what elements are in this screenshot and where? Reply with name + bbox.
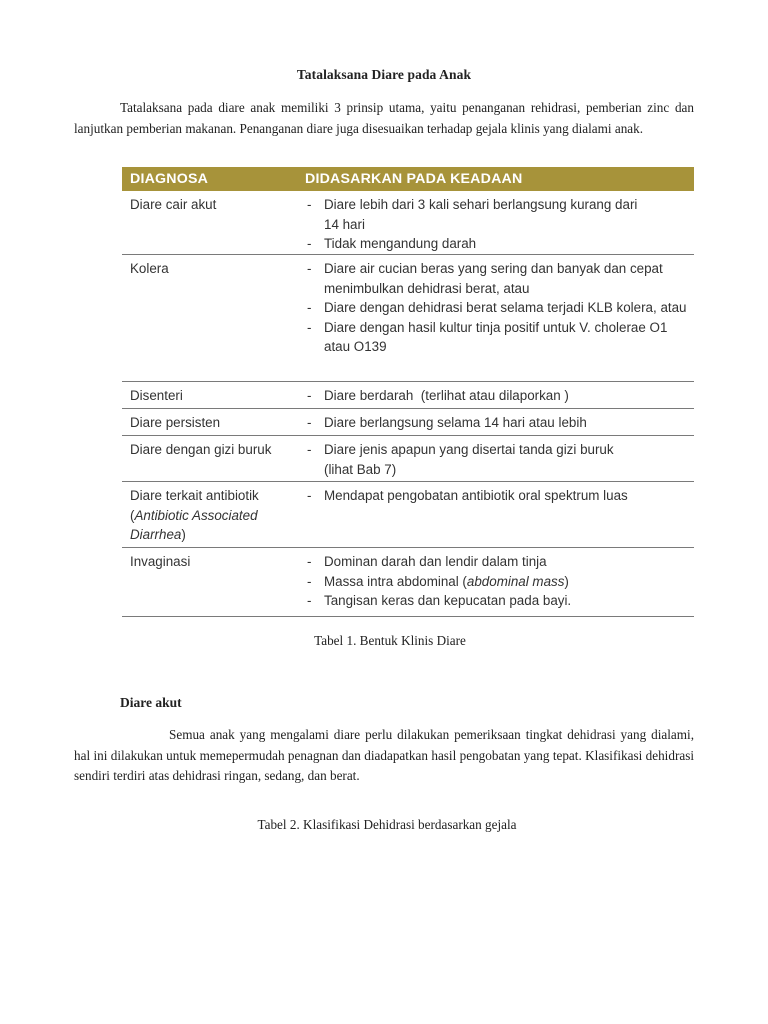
criteria-text: Massa intra abdominal ( [324, 573, 467, 589]
criteria-item: - Diare berlangsung selama 14 hari atau lebih [305, 413, 694, 433]
criteria-item: - Diare dengan hasil kultur tinja positif untuk V. cholerae O1 atau O139 [305, 318, 694, 357]
diagnosis-note-italic: Antibiotic Associated Diarrhea [130, 507, 258, 543]
row-diagnosis [122, 482, 305, 547]
table1-caption: Tabel 1. Bentuk Klinis Diare [314, 633, 466, 648]
criteria-item [305, 572, 694, 592]
table2-caption: Tabel 2. Klasifikasi Dehidrasi berdasarkan gejala [257, 817, 517, 832]
acute-paragraph: Semua anak yang mengalami diare perlu dilakukan pemeriksaan tingkat dehidrasi yang dialami, hal ini dilakukan untuk memepermudah penagnan dan diadapatkan hasil pengobatan yang tepat. Klasifikasi dehidrasi sendiri terdiri atas dehidrasi ringan, sedang, dan berat. [74, 727, 694, 783]
criteria-item: - Diare air cucian beras yang sering dan banyak dan cepat menimbulkan dehidrasi berat, atau [305, 259, 694, 298]
table-header [122, 167, 694, 191]
criteria-item: - Tangisan keras dan kepucatan pada bayi. [305, 591, 694, 611]
criteria-item: - Diare berdarah (terlihat atau dilaporkan ) [305, 386, 694, 406]
intro-paragraph: Tatalaksana pada diare anak memiliki 3 prinsip utama, yaitu penanganan rehidrasi, pemberian zinc dan lanjutkan pemberian makanan. Penanganan diare juga disesuaikan terhadap gejala klinis yang dialami anak. [74, 100, 694, 136]
table-row [122, 191, 694, 255]
header-diagnosis: DIAGNOSA [130, 171, 209, 187]
criteria-item: - Mendapat pengobatan antibiotik oral spektrum luas [305, 486, 694, 506]
table-row [122, 548, 694, 617]
diagnosis-note-open: ( [130, 507, 135, 523]
criteria-item: - Tidak mengandung darah [305, 234, 694, 254]
criteria-item: - Dominan darah dan lendir dalam tinja [305, 552, 694, 572]
header-criteria: DIDASARKAN PADA KEADAAN [305, 171, 523, 187]
table-row [122, 436, 694, 482]
row-diagnosis: Kolera [130, 261, 169, 276]
row-criteria [305, 409, 694, 435]
criteria-item: - Diare lebih dari 3 kali sehari berlangsung kurang dari 14 hari [305, 195, 694, 234]
table-row [122, 409, 694, 436]
row-criteria [305, 482, 694, 547]
row-criteria [305, 255, 694, 381]
row-diagnosis: Diare persisten [130, 415, 221, 430]
row-diagnosis: Invaginasi [130, 554, 191, 569]
document-title: Tatalaksana Diare pada Anak [296, 67, 472, 82]
row-criteria [305, 382, 694, 408]
diagnosis-label: Diare terkait antibiotik [130, 488, 259, 503]
row-diagnosis: Diare dengan gizi buruk [130, 442, 272, 457]
table-row [122, 382, 694, 409]
criteria-item: - Diare jenis apapun yang disertai tanda gizi buruk (lihat Bab 7) [305, 440, 694, 479]
criteria-close: ) [564, 573, 569, 589]
table-row [122, 255, 694, 382]
criteria-item: - Diare dengan dehidrasi berat selama terjadi KLB kolera, atau [305, 298, 694, 318]
row-diagnosis: Disenteri [130, 388, 183, 403]
criteria-italic: abdominal mass [466, 573, 565, 589]
row-criteria [305, 191, 694, 254]
row-criteria [305, 436, 694, 481]
diagnosis-note-close: ) [181, 527, 186, 543]
section-heading: Diare akut [120, 695, 182, 710]
table-row [122, 482, 694, 548]
row-diagnosis: Diare cair akut [130, 197, 217, 212]
clinical-forms-table [122, 167, 694, 617]
row-criteria [305, 548, 694, 616]
